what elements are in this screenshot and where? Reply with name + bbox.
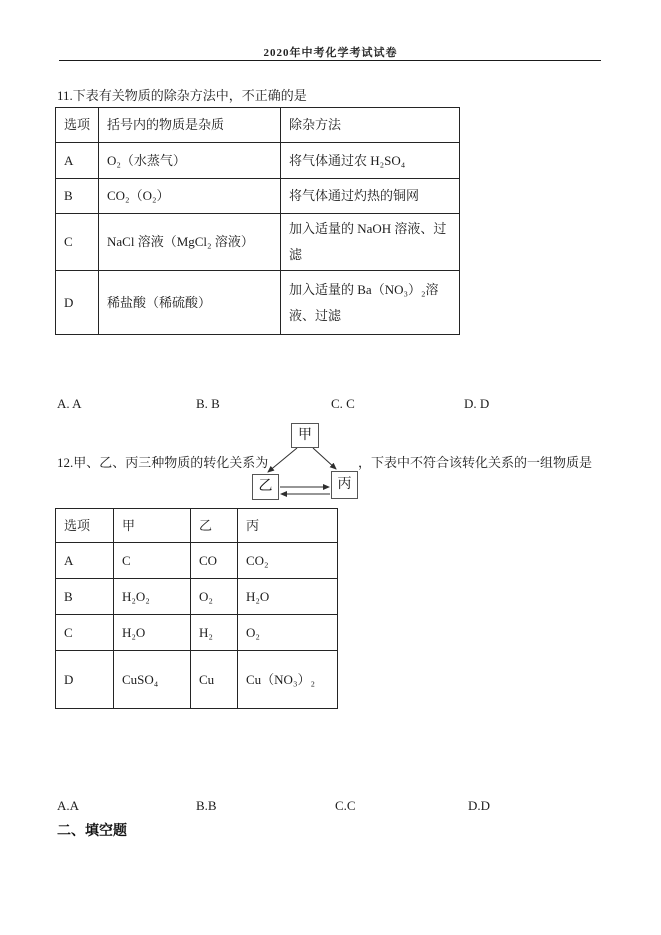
diagram-node-bing: 丙 bbox=[331, 471, 358, 499]
q12-choice-d: D.D bbox=[468, 798, 491, 813]
cell-jia: C bbox=[114, 543, 191, 579]
cell-substance: 稀盐酸（稀硫酸） bbox=[99, 271, 281, 335]
cell-substance: NaCl 溶液（MgCl₂ 溶液） bbox=[99, 214, 281, 271]
column-header-option: 选项 bbox=[56, 108, 99, 143]
cell-bing: CO₂ bbox=[238, 543, 338, 579]
q12-choice-a: A.A bbox=[57, 798, 80, 813]
question-12-stem-before: 12.甲、乙、丙三种物质的转化关系为 bbox=[57, 455, 269, 470]
table-row bbox=[56, 271, 460, 335]
diagram-node-jia: 甲 bbox=[291, 423, 319, 448]
cell-bing: H₂O bbox=[238, 579, 338, 615]
cell-bing: Cu（NO₃）₂ bbox=[238, 651, 338, 709]
cell-option: A bbox=[56, 543, 114, 579]
question-12-stem-after: ，下表中不符合该转化关系的一组物质是 bbox=[358, 455, 593, 470]
cell-substance: CO₂（O₂） bbox=[99, 179, 281, 214]
cell-yi: O₂ bbox=[191, 579, 238, 615]
cell-substance: O₂（水蒸气） bbox=[99, 143, 281, 179]
header-divider bbox=[59, 60, 601, 61]
q11-choice-b: B. B bbox=[196, 396, 220, 411]
cell-jia: CuSO₄ bbox=[114, 651, 191, 709]
cell-jia: H₂O₂ bbox=[114, 579, 191, 615]
cell-yi: Cu bbox=[191, 651, 238, 709]
table-row bbox=[56, 143, 460, 179]
table-row bbox=[56, 651, 338, 709]
q11-choice-a: A. A bbox=[57, 396, 82, 411]
diagram-node-yi: 乙 bbox=[252, 474, 279, 500]
table-row bbox=[56, 543, 338, 579]
table-header-row bbox=[56, 509, 338, 543]
cell-yi: CO bbox=[191, 543, 238, 579]
q11-choice-c: C. C bbox=[331, 396, 355, 411]
cell-jia: H₂O bbox=[114, 615, 191, 651]
cell-option: C bbox=[56, 214, 99, 271]
cell-option: D bbox=[56, 651, 114, 709]
page-title: 2020年中考化学考试试卷 bbox=[263, 47, 398, 59]
q12-answer-choices bbox=[0, 798, 661, 814]
q12-choice-b: B.B bbox=[196, 798, 217, 813]
section-2-title: 二、填空题 bbox=[57, 824, 127, 839]
cell-bing: O₂ bbox=[238, 615, 338, 651]
table-row bbox=[56, 214, 460, 271]
cell-option: A bbox=[56, 143, 99, 179]
column-header-option: 选项 bbox=[56, 509, 114, 543]
q11-answer-choices bbox=[0, 396, 661, 412]
cell-method: 加入适量的 NaOH 溶液、过滤 bbox=[281, 214, 460, 271]
column-header-bing: 丙 bbox=[238, 509, 338, 543]
transformation-diagram bbox=[245, 418, 370, 508]
q11-impurity-table bbox=[55, 107, 460, 335]
column-header-yi: 乙 bbox=[191, 509, 238, 543]
cell-method: 将气体通过农 H₂SO₄ bbox=[281, 143, 460, 179]
cell-option: D bbox=[56, 271, 99, 335]
table-row bbox=[56, 179, 460, 214]
cell-method: 将气体通过灼热的铜网 bbox=[281, 179, 460, 214]
cell-option: C bbox=[56, 615, 114, 651]
cell-option: B bbox=[56, 579, 114, 615]
column-header-method: 除杂方法 bbox=[281, 108, 460, 143]
question-11-stem: 11.下表有关物质的除杂方法中，不正确的是 bbox=[57, 88, 307, 103]
cell-option: B bbox=[56, 179, 99, 214]
cell-method: 加入适量的 Ba（NO₃）₂溶液、过滤 bbox=[281, 271, 460, 335]
q12-choice-c: C.C bbox=[335, 798, 356, 813]
table-row bbox=[56, 579, 338, 615]
q12-substances-table bbox=[55, 508, 338, 709]
column-header-jia: 甲 bbox=[114, 509, 191, 543]
column-header-substance: 括号内的物质是杂质 bbox=[99, 108, 281, 143]
cell-yi: H₂ bbox=[191, 615, 238, 651]
table-header-row bbox=[56, 108, 460, 143]
table-row bbox=[56, 615, 338, 651]
q11-choice-d: D. D bbox=[464, 396, 490, 411]
